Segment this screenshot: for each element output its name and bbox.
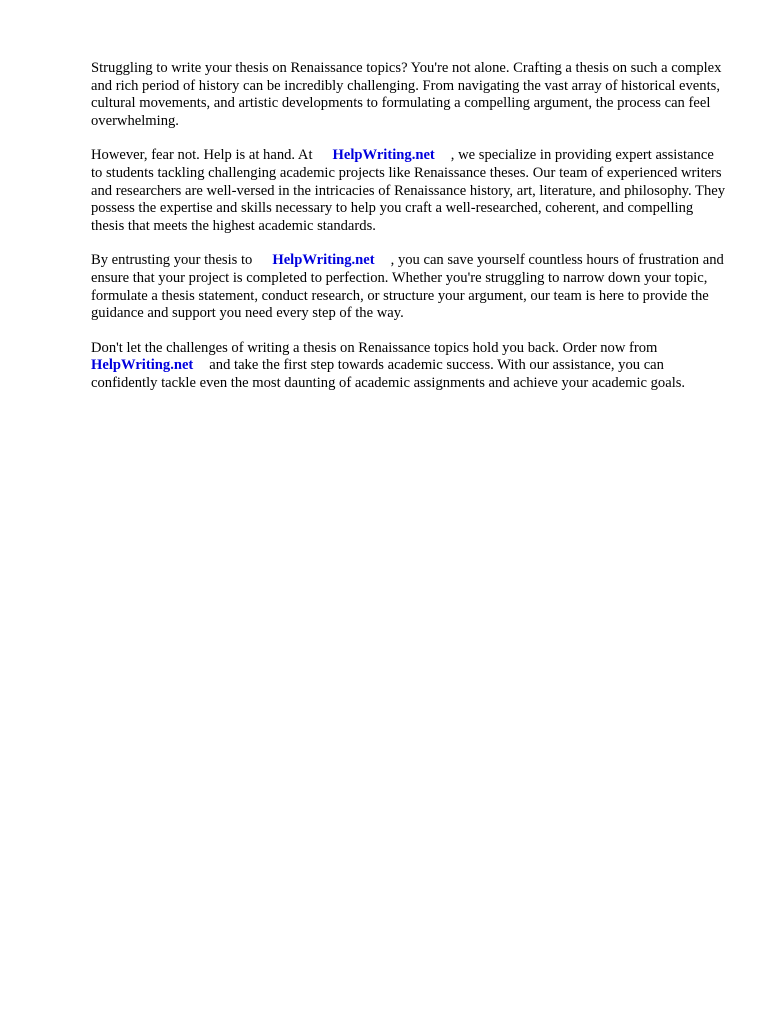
paragraph-order [91, 340, 728, 393]
paragraph-entrusting-text-before: By entrusting your thesis to [91, 252, 253, 269]
paragraph-entrusting-text-after: , you can save yourself countless hours of frustration and ensure that your project is completed to perfection. Whether you're struggling to narrow down your topic, formulate a thesis statement, conduct research, or structure your argument, our team is here to provide the guidance and support you need every step of the way. [91, 252, 724, 322]
paragraph-help [91, 147, 728, 235]
paragraph-order-text-before: Don't let the challenges of writing a thesis on Renaissance topics hold you back. Order now from [91, 339, 658, 356]
paragraph-help-text-before: However, fear not. Help is at hand. At [91, 147, 313, 164]
helpwriting-link-2[interactable]: HelpWriting.net [272, 252, 375, 269]
helpwriting-link-1[interactable]: HelpWriting.net [332, 147, 435, 164]
paragraph-entrusting [91, 252, 728, 322]
paragraph-intro [91, 60, 728, 130]
helpwriting-link-3[interactable]: HelpWriting.net [91, 357, 194, 374]
paragraph-help-text-after: , we specialize in providing expert assistance to students tackling challenging academic projects like Renaissance theses. Our team of experienced writers and researchers are well-versed in the intricacies of Renaissance history, art, literature, and philosophy. They possess the expertise and skills necessary to help you craft a well-researched, coherent, and compelling thesis that meets the highest academic standards. [91, 147, 726, 234]
paragraph-intro-text: Struggling to write your thesis on Renaissance topics? You're not alone. Crafting a thesis on such a complex and rich period of history can be incredibly challenging. From navigating the vast array of historical events, cultural movements, and artistic developments to formulating a compelling argument, the process can feel overwhelming. [91, 60, 722, 129]
paragraph-order-text-after: and take the first step towards academic success. With our assistance, you can confidently tackle even the most daunting of academic assignments and achieve your academic goals. [91, 357, 686, 391]
